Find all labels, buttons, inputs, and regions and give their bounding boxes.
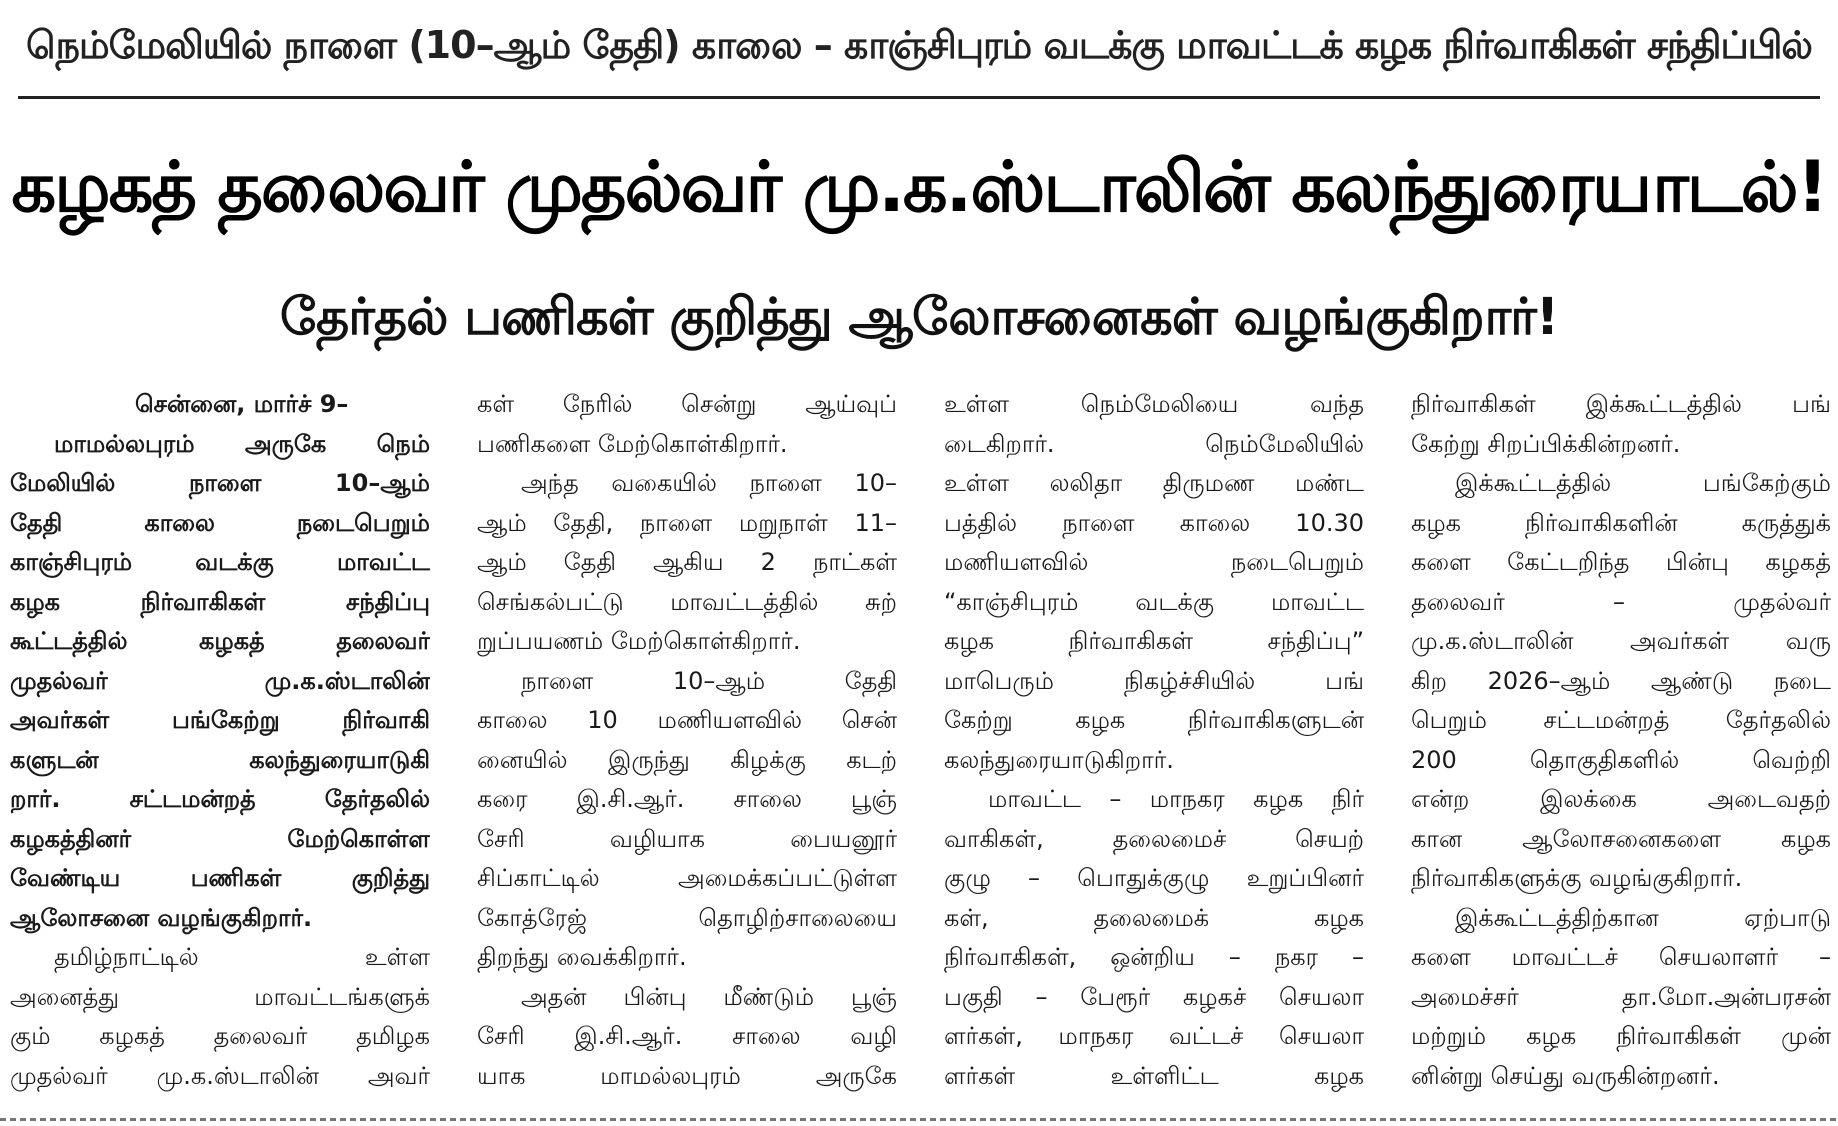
text-line: கான ஆலோசனைகளை கழக xyxy=(1411,824,1831,853)
text-line: அந்த வகையில் நாளை 10– xyxy=(521,469,897,497)
text-line: கழக நிர்வாகிகள் சந்திப்பு xyxy=(10,587,430,616)
text-line: காஞ்சிபுரம் வடக்கு மாவட்ட xyxy=(10,548,430,576)
text-line: கோத்ரேஜ் தொழிற்சாலையை xyxy=(477,903,897,932)
text-line: இக்கூட்டத்தில் பங்கேற்கும் xyxy=(1455,469,1831,497)
text-line: முதல்வர் மு.க.ஸ்டாலின் xyxy=(10,666,430,695)
text-line: செங்கல்பட்டு மாவட்டத்தில் சுற் xyxy=(477,587,897,616)
text-line: இக்கூட்டத்திற்கான ஏற்பாடு xyxy=(1455,903,1831,932)
text-line: களை கேட்டறிந்த பின்பு கழகத் xyxy=(1411,548,1831,576)
dateline: சென்னை, மார்ச் 9– xyxy=(135,390,349,418)
text-line: யாக மாமல்லபுரம் அருகே xyxy=(477,1061,897,1090)
text-line: களை மாவட்டச் செயலாளர் – xyxy=(1411,943,1831,971)
text-line: அதன் பின்பு மீண்டும் பூஞ் xyxy=(521,982,897,1011)
text-line: டைகிறார். நெம்மேலியில் xyxy=(944,429,1364,458)
text-line: உள்ள நெம்மேலியை வந்த xyxy=(944,390,1364,418)
text-line: னையில் இருந்து கிழக்கு கடற் xyxy=(477,745,897,774)
text-line: சிப்காட்டில் அமைக்கப்பட்டுள்ள xyxy=(477,864,897,892)
text-line: தமிழ்நாட்டில் உள்ள xyxy=(54,943,430,971)
text-line: அமைச்சர் தா.மோ.அன்பரசன் xyxy=(1411,982,1831,1011)
text-line: பணிகளை மேற்கொள்கிறார். xyxy=(477,429,788,458)
text-line: கேற்று கழக நிர்வாகிகளுடன் xyxy=(944,706,1364,734)
text-line: மேலியில் நாளை 10–ஆம் xyxy=(10,469,430,497)
text-line: மு.க.ஸ்டாலின் அவர்கள் வரு xyxy=(1411,627,1831,655)
text-line: அனைத்து மாவட்டங்களுக் xyxy=(10,982,430,1011)
text-line: ளர்கள், மாநகர வட்டச் செயலா xyxy=(944,1022,1364,1050)
text-line: அவர்கள் பங்கேற்று நிர்வாகி xyxy=(10,706,430,734)
text-line: நிர்வாகிகள், ஒன்றிய – நகர – xyxy=(944,943,1364,971)
text-line: நிர்வாகிகள் இக்கூட்டத்தில் பங் xyxy=(1411,390,1831,418)
text-line: ஆம் தேதி, நாளை மறுநாள் 11– xyxy=(477,508,897,537)
text-line: மாபெரும் நிகழ்ச்சியில் பங் xyxy=(944,666,1364,695)
bottom-dotted-rule xyxy=(0,1118,1838,1121)
text-line: திறந்து வைக்கிறார். xyxy=(477,943,687,971)
text-line: பெறும் சட்டமன்றத் தேர்தலில் xyxy=(1411,706,1831,734)
text-line: கூட்டத்தில் கழகத் தலைவர் xyxy=(10,627,430,655)
text-line: றுப்பயணம் மேற்கொள்கிறார். xyxy=(477,627,801,655)
text-line: சேரி இ.சி.ஆர். சாலை வழி xyxy=(477,1022,897,1050)
text-line: பத்தில் நாளை காலை 10.30 xyxy=(944,508,1364,537)
text-line: கேற்று சிறப்பிக்கின்றனர். xyxy=(1411,429,1681,458)
text-line: கள் நேரில் சென்று ஆய்வுப் xyxy=(477,390,897,418)
text-line: மாமல்லபுரம் அருகே நெம் xyxy=(54,429,430,458)
text-line: நிர்வாகிகளுக்கு வழங்குகிறார். xyxy=(1411,864,1743,892)
text-line: மற்றும் கழக நிர்வாகிகள் முன் xyxy=(1411,1022,1831,1050)
text-line: உள்ள லலிதா திருமண மண்ட xyxy=(944,469,1364,497)
text-line: காலை 10 மணியளவில் சென் xyxy=(477,706,897,734)
text-line: வேண்டிய பணிகள் குறித்து xyxy=(10,864,430,892)
text-line: நாளை 10–ஆம் தேதி xyxy=(521,666,897,695)
text-line: ளர்கள் உள்ளிட்ட கழக xyxy=(944,1061,1364,1090)
text-line: கலந்துரையாடுகிறார். xyxy=(944,745,1174,774)
text-line: குழு – பொதுக்குழு உறுப்பினர் xyxy=(944,864,1364,892)
text-line: பகுதி – பேரூர் கழகச் செயலா xyxy=(944,982,1364,1011)
text-line: கும் கழகத் தலைவர் தமிழக xyxy=(10,1022,430,1050)
text-line: னின்று செய்து வருகின்றனர். xyxy=(1411,1061,1720,1090)
text-line: தலைவர் – முதல்வர் xyxy=(1411,587,1831,616)
text-line: முதல்வர் மு.க.ஸ்டாலின் அவர் xyxy=(10,1061,430,1090)
text-line: களுடன் கலந்துரையாடுகி xyxy=(10,745,430,774)
subheadline: தேர்தல் பணிகள் குறித்து ஆலோசனைகள் வழங்குகிறார்! xyxy=(279,288,1559,347)
text-line: என்ற இலக்கை அடைவதற் xyxy=(1411,785,1831,813)
text-line: கள், தலைமைக் கழக xyxy=(944,903,1364,932)
article-column-3 xyxy=(944,385,1364,1101)
text-line: வாகிகள், தலைமைச் செயற் xyxy=(944,824,1364,853)
text-line: ஆம் தேதி ஆகிய 2 நாட்கள் xyxy=(477,548,897,576)
text-line: றார். சட்டமன்றத் தேர்தலில் xyxy=(10,785,430,813)
text-line: கிற 2026–ஆம் ஆண்டு நடை xyxy=(1411,666,1831,695)
text-line: கழகத்தினர் மேற்கொள்ள xyxy=(10,824,430,853)
text-line: ஆலோசனை வழங்குகிறார். xyxy=(10,903,313,932)
text-line: 200 தொகுதிகளில் வெற்றி xyxy=(1411,745,1831,774)
text-line: தேதி காலை நடைபெறும் xyxy=(10,508,430,537)
kicker-divider xyxy=(18,96,1820,99)
text-line: கழக நிர்வாகிகள் சந்திப்பு” xyxy=(944,627,1364,655)
article-column-2 xyxy=(477,385,897,1101)
kicker-line: நெம்மேலியில் நாளை (10–ஆம் தேதி) காலை – காஞ்சிபுரம் வடக்கு மாவட்டக் கழக நிர்வாகிகள் சந்திப்பில் xyxy=(26,23,1812,67)
article-column-4 xyxy=(1411,385,1831,1101)
headline: கழகத் தலைவர் முதல்வர் மு.க.ஸ்டாலின் கலந்துரையாடல்! xyxy=(11,146,1827,228)
article-column-1 xyxy=(10,385,430,1101)
text-line: கரை இ.சி.ஆர். சாலை பூஞ் xyxy=(477,785,897,813)
text-line: சேரி வழியாக பையனூர் xyxy=(477,824,897,853)
text-line: மணியளவில் நடைபெறும் xyxy=(944,548,1364,576)
text-line: கழக நிர்வாகிகளின் கருத்துக் xyxy=(1411,508,1831,537)
text-line: “காஞ்சிபுரம் வடக்கு மாவட்ட xyxy=(944,587,1364,616)
text-line: மாவட்ட – மாநகர கழக நிர் xyxy=(988,785,1364,813)
